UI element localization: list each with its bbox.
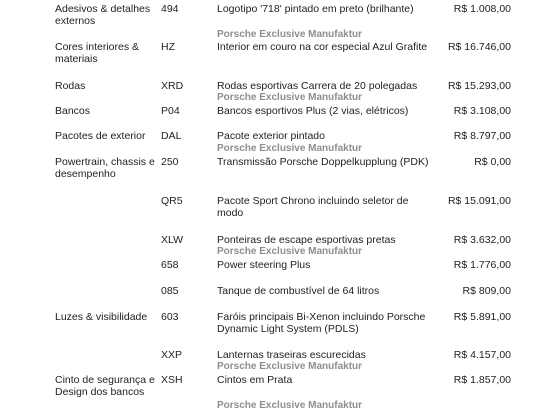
option-price: R$ 15.293,00 [447, 80, 511, 92]
category-label: Cinto de segurança e [55, 374, 155, 386]
option-code: XLW [161, 234, 183, 246]
category-label: Rodas [55, 80, 86, 92]
option-code: XSH [161, 374, 183, 386]
exclusive-manufaktur-label: Porsche Exclusive Manufaktur [217, 92, 363, 103]
option-code: XXP [161, 349, 183, 361]
option-description: Pacote exterior pintado [217, 130, 325, 142]
option-price: R$ 1.008,00 [453, 3, 511, 15]
exclusive-manufaktur-label: Porsche Exclusive Manufaktur [217, 143, 363, 154]
option-code: HZ [161, 41, 175, 53]
category-label: Powertrain, chassis e [55, 156, 155, 168]
option-description: Rodas esportivas Carrera de 20 polegadas [217, 80, 418, 92]
option-description: modo [217, 207, 244, 219]
option-description: Bancos esportivos Plus (2 vias, elétricos) [217, 105, 409, 117]
category-label: materiais [55, 53, 98, 65]
option-description: Ponteiras de escape esportivas pretas [217, 234, 396, 246]
option-code: 603 [161, 311, 179, 323]
option-code: 658 [161, 259, 179, 271]
option-description: Dynamic Light System (PDLS) [217, 323, 359, 335]
option-price: R$ 15.091,00 [447, 195, 511, 207]
option-description: Faróis principais Bi-Xenon incluindo Porsche [217, 311, 426, 323]
exclusive-manufaktur-label: Porsche Exclusive Manufaktur [217, 246, 363, 257]
option-code: P04 [161, 105, 180, 117]
option-description: Tanque de combustível de 64 litros [217, 285, 380, 297]
option-description: Transmissão Porsche Doppelkupplung (PDK) [217, 156, 429, 168]
exclusive-manufaktur-label: Porsche Exclusive Manufaktur [217, 29, 363, 40]
option-price: R$ 1.857,00 [453, 374, 511, 386]
option-price: R$ 16.746,00 [447, 41, 511, 53]
option-code: XRD [161, 80, 184, 92]
category-label: Luzes & visibilidade [55, 311, 148, 323]
category-label: Adesivos & detalhes [55, 3, 151, 15]
option-code: DAL [161, 130, 182, 142]
option-code: QR5 [161, 195, 183, 207]
category-label: Bancos [55, 105, 91, 117]
category-label: desempenho [55, 168, 116, 180]
category-label: externos [55, 15, 96, 27]
category-label: Cores interiores & [55, 41, 140, 53]
exclusive-manufaktur-label: Porsche Exclusive Manufaktur [217, 361, 363, 372]
option-description: Lanternas traseiras escurecidas [217, 349, 366, 361]
option-price: R$ 809,00 [462, 285, 511, 297]
option-description: Logotipo '718' pintado em preto (brilhante) [217, 3, 414, 15]
option-price: R$ 5.891,00 [453, 311, 511, 323]
exclusive-manufaktur-label: Porsche Exclusive Manufaktur [217, 400, 363, 411]
option-description: Interior em couro na cor especial Azul Grafite [217, 41, 428, 53]
option-description: Power steering Plus [217, 259, 311, 271]
option-description: Cintos em Prata [217, 374, 293, 386]
option-price: R$ 8.797,00 [453, 130, 511, 142]
category-label: Pacotes de exterior [55, 130, 146, 142]
category-label: Design dos bancos [55, 386, 145, 398]
option-price: R$ 1.776,00 [453, 259, 511, 271]
option-description: Pacote Sport Chrono incluindo seletor de [217, 195, 409, 207]
option-code: 250 [161, 156, 179, 168]
option-price: R$ 3.108,00 [453, 105, 511, 117]
option-price: R$ 0,00 [474, 156, 511, 168]
option-price: R$ 4.157,00 [453, 349, 511, 361]
option-code: 494 [161, 3, 179, 15]
option-code: 085 [161, 285, 179, 297]
option-price: R$ 3.632,00 [453, 234, 511, 246]
